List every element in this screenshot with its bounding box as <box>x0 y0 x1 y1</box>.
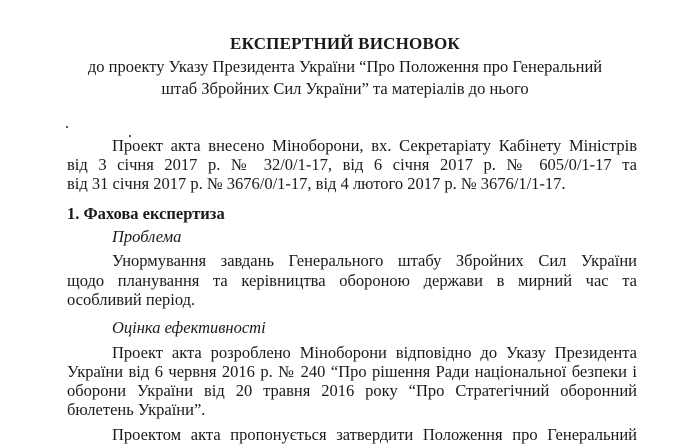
problem-label: Проблема <box>112 227 182 246</box>
problem-line-3: особливий період. <box>67 290 196 309</box>
assessment-line-1: Проект акта розроблено Міноборони відповідно до Указу Президента <box>112 343 637 362</box>
intro-line-1: Проект акта внесено Міноборони, вх. Секретаріату Кабінету Міністрів <box>112 136 637 155</box>
assessment-line-4: бюлетень України”. <box>67 400 206 419</box>
document-title: ЕКСПЕРТНИЙ ВИСНОВОК <box>230 34 460 53</box>
assessment-label: Оцінка ефективності <box>112 318 266 337</box>
scan-speck <box>66 126 68 128</box>
intro-line-3: від 31 січня 2017 р. № 3676/0/1-17, від 4 лютого 2017 р. № 3676/1/1-17. <box>67 174 566 193</box>
problem-line-1: Унормування завдань Генерального штабу Збройних Сил України <box>112 251 637 270</box>
problem-line-2: щодо планування та керівництва обороною держави в мирний час та <box>67 271 637 290</box>
cut-off-line: Проектом акта пропонується затвердити Положення про Генеральний <box>112 425 637 444</box>
section-heading: 1. Фахова експертиза <box>67 204 225 223</box>
document-subtitle-line-2: штаб Збройних Сил України” та матеріалів до нього <box>161 79 529 98</box>
document-subtitle-line-1: до проекту Указу Президента України “Про Положення про Генеральний <box>87 57 603 76</box>
assessment-line-2: України від 6 червня 2016 р. № 240 “Про рішення Ради національної безпеки і <box>67 362 637 381</box>
assessment-line-3: оборони України від 20 травня 2016 року “Про Стратегічний оборонний <box>67 381 637 400</box>
intro-line-2: від 3 січня 2017 р. № 32/0/1-17, від 6 січня 2017 р. № 605/0/1-17 та <box>67 155 637 174</box>
